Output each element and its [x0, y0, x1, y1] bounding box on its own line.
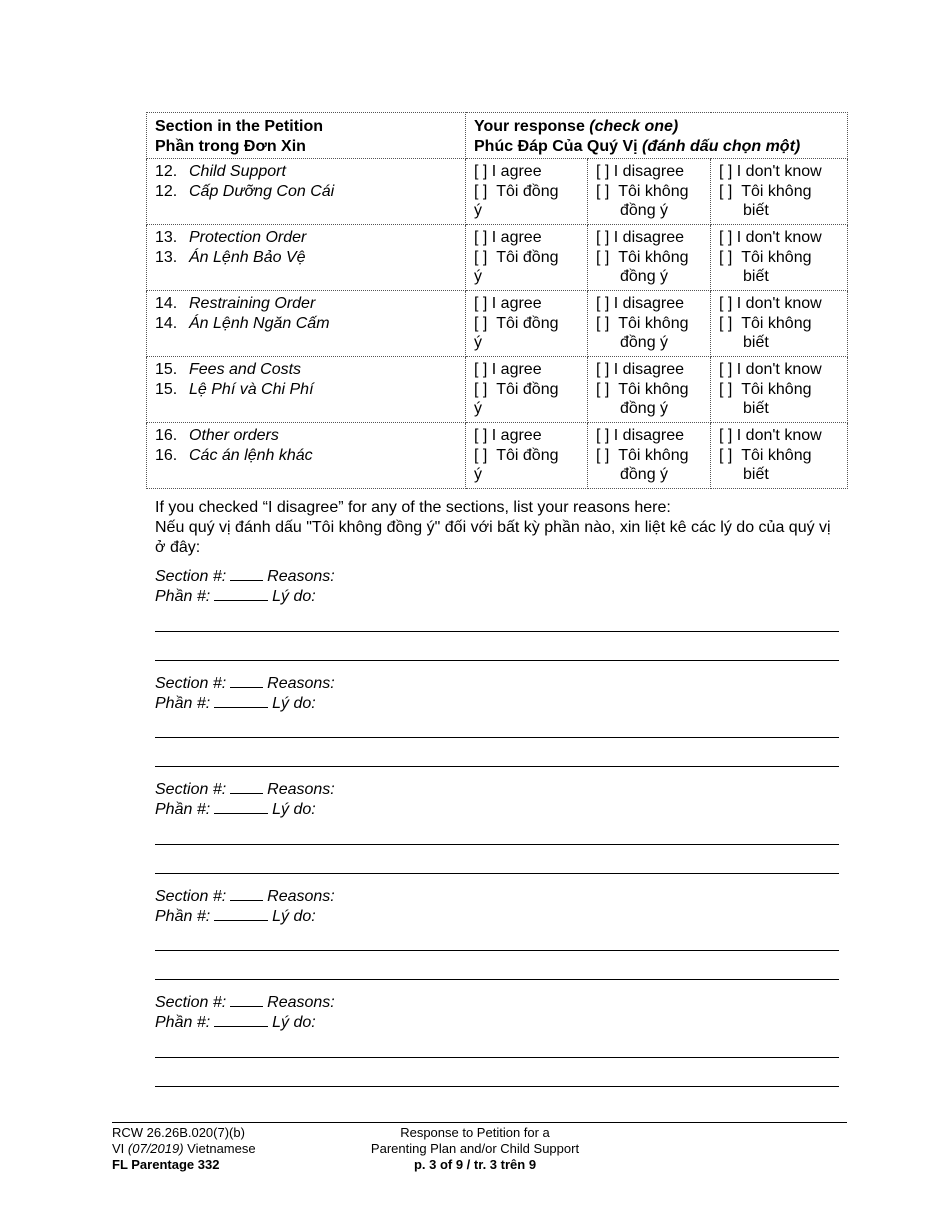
disagree-checkbox-vi[interactable]: [ ] Tôi không [596, 248, 689, 266]
dontknow-checkbox-vi[interactable]: [ ] Tôi không [719, 248, 812, 266]
phan-number-line: Phần #: Lý do: [155, 1014, 316, 1031]
reason-line[interactable] [155, 950, 839, 951]
dontknow-checkbox-vi-cont: biết [743, 334, 769, 351]
section-number-blank[interactable] [230, 779, 263, 794]
disagree-checkbox-vi[interactable]: [ ] Tôi không [596, 182, 689, 200]
table-row [147, 225, 848, 291]
section-name-vi: 13. Án Lệnh Bảo Vệ [155, 248, 306, 266]
header-response-en: Your response (check one) [474, 118, 679, 135]
section-cell [147, 291, 466, 357]
section-name-en: 12. Child Support [155, 163, 286, 180]
agree-checkbox-vi-cont: ý [474, 202, 482, 219]
footer-title-line2: Parenting Plan and/or Child Support [370, 1141, 580, 1156]
agree-checkbox-vi[interactable]: [ ] Tôi đồng [474, 446, 559, 464]
reason-line[interactable] [155, 1086, 839, 1087]
section-number-blank[interactable] [230, 566, 263, 581]
header-section-vi: Phần trong Đơn Xin [155, 137, 306, 155]
agree-checkbox-vi[interactable]: [ ] Tôi đồng [474, 248, 559, 266]
agree-cell[interactable] [466, 225, 588, 291]
dontknow-checkbox-en[interactable]: [ ] I don't know [719, 427, 822, 444]
agree-checkbox-en[interactable]: [ ] I agree [474, 295, 542, 312]
agree-checkbox-vi[interactable]: [ ] Tôi đồng [474, 182, 559, 200]
section-number-blank[interactable] [230, 886, 263, 901]
reason-line[interactable] [155, 766, 839, 767]
footer-rcw: RCW 26.26B.020(7)(b) [112, 1125, 245, 1140]
section-cell [147, 225, 466, 291]
phan-number-blank[interactable] [214, 586, 268, 601]
section-number-line: Section #: Reasons: [155, 568, 335, 585]
section-cell [147, 159, 466, 225]
agree-cell[interactable] [466, 423, 588, 489]
agree-cell[interactable] [466, 291, 588, 357]
dontknow-checkbox-vi-cont: biết [743, 466, 769, 483]
disagree-checkbox-vi[interactable]: [ ] Tôi không [596, 314, 689, 332]
agree-checkbox-vi-cont: ý [474, 268, 482, 285]
dontknow-cell[interactable] [711, 357, 848, 423]
disagree-cell[interactable] [588, 357, 711, 423]
section-name-vi: 15. Lệ Phí và Chi Phí [155, 380, 314, 398]
disagree-checkbox-vi-cont: đồng ý [620, 268, 669, 285]
dontknow-checkbox-vi-cont: biết [743, 400, 769, 417]
agree-checkbox-en[interactable]: [ ] I agree [474, 229, 542, 246]
reason-line[interactable] [155, 631, 839, 632]
phan-number-blank[interactable] [214, 799, 268, 814]
disagree-cell[interactable] [588, 225, 711, 291]
agree-checkbox-vi-cont: ý [474, 334, 482, 351]
disagree-instructions [155, 498, 845, 558]
footer-form-info [112, 1125, 256, 1173]
dontknow-cell[interactable] [711, 159, 848, 225]
footer-form-id: FL Parentage 332 [112, 1157, 220, 1172]
disagree-checkbox-vi[interactable]: [ ] Tôi không [596, 380, 689, 398]
section-name-vi: 14. Án Lệnh Ngăn Cấm [155, 314, 330, 332]
disagree-checkbox-vi-cont: đồng ý [620, 466, 669, 483]
agree-checkbox-vi[interactable]: [ ] Tôi đồng [474, 380, 559, 398]
agree-cell[interactable] [466, 159, 588, 225]
disagree-checkbox-vi-cont: đồng ý [620, 400, 669, 417]
dontknow-checkbox-en[interactable]: [ ] I don't know [719, 361, 822, 378]
dontknow-checkbox-en[interactable]: [ ] I don't know [719, 229, 822, 246]
reason-line[interactable] [155, 737, 839, 738]
section-cell [147, 357, 466, 423]
disagree-checkbox-en[interactable]: [ ] I disagree [596, 163, 685, 180]
disagree-cell[interactable] [588, 291, 711, 357]
table-row [147, 357, 848, 423]
section-number-line: Section #: Reasons: [155, 994, 335, 1011]
dontknow-checkbox-vi[interactable]: [ ] Tôi không [719, 380, 812, 398]
section-number-line: Section #: Reasons: [155, 888, 335, 905]
agree-checkbox-vi-cont: ý [474, 466, 482, 483]
table-row [147, 291, 848, 357]
section-name-vi: 16. Các án lệnh khác [155, 446, 313, 464]
header-response-cell [466, 113, 848, 159]
dontknow-checkbox-vi-cont: biết [743, 202, 769, 219]
dontknow-checkbox-vi[interactable]: [ ] Tôi không [719, 314, 812, 332]
reason-line[interactable] [155, 660, 839, 661]
agree-cell[interactable] [466, 357, 588, 423]
agree-checkbox-en[interactable]: [ ] I agree [474, 427, 542, 444]
phan-number-line: Phần #: Lý do: [155, 908, 316, 925]
footer-divider [112, 1122, 847, 1123]
section-name-en: 15. Fees and Costs [155, 361, 302, 378]
disagree-cell[interactable] [588, 159, 711, 225]
section-name-en: 14. Restraining Order [155, 295, 316, 312]
reason-block [155, 992, 839, 1092]
instructions-vi: Nếu quý vị đánh dấu "Tôi không đồng ý" đối với bất kỳ phần nào, xin liệt kê các lý do của quý vị ở đây: [155, 519, 831, 556]
phan-number-line: Phần #: Lý do: [155, 695, 316, 712]
disagree-checkbox-vi-cont: đồng ý [620, 202, 669, 219]
dontknow-checkbox-en[interactable]: [ ] I don't know [719, 295, 822, 312]
reason-block [155, 673, 839, 773]
table-header-row [147, 113, 848, 159]
instructions-en: If you checked “I disagree” for any of the sections, list your reasons here: [155, 499, 671, 516]
reason-block [155, 566, 839, 666]
dontknow-cell[interactable] [711, 225, 848, 291]
reason-line[interactable] [155, 1057, 839, 1058]
reason-block [155, 886, 839, 986]
section-number-blank[interactable] [230, 673, 263, 688]
footer-page-number: p. 3 of 9 / tr. 3 trên 9 [413, 1157, 537, 1172]
table-row [147, 159, 848, 225]
agree-checkbox-vi-cont: ý [474, 400, 482, 417]
dontknow-cell[interactable] [711, 423, 848, 489]
response-table [146, 112, 848, 489]
agree-checkbox-en[interactable]: [ ] I agree [474, 163, 542, 180]
table-row [147, 423, 848, 489]
section-cell [147, 423, 466, 489]
section-name-vi: 12. Cấp Dưỡng Con Cái [155, 182, 335, 200]
section-number-blank[interactable] [230, 992, 263, 1007]
reason-line[interactable] [155, 873, 839, 874]
footer-version: VI (07/2019) Vietnamese [112, 1141, 256, 1156]
phan-number-line: Phần #: Lý do: [155, 588, 316, 605]
disagree-checkbox-en[interactable]: [ ] I disagree [596, 427, 685, 444]
agree-checkbox-en[interactable]: [ ] I agree [474, 361, 542, 378]
dontknow-checkbox-vi-cont: biết [743, 268, 769, 285]
dontknow-cell[interactable] [711, 291, 848, 357]
footer-title-line1: Response to Petition for a [400, 1125, 550, 1140]
disagree-checkbox-en[interactable]: [ ] I disagree [596, 295, 685, 312]
header-section-en: Section in the Petition [155, 118, 324, 135]
reason-line[interactable] [155, 979, 839, 980]
disagree-checkbox-vi-cont: đồng ý [620, 334, 669, 351]
phan-number-blank[interactable] [214, 693, 268, 708]
agree-checkbox-vi[interactable]: [ ] Tôi đồng [474, 314, 559, 332]
header-response-vi: Phúc Đáp Của Quý Vị (đánh dấu chọn một) [474, 137, 801, 155]
dontknow-checkbox-en[interactable]: [ ] I don't know [719, 163, 822, 180]
disagree-checkbox-en[interactable]: [ ] I disagree [596, 361, 685, 378]
phan-number-line: Phần #: Lý do: [155, 801, 316, 818]
phan-number-blank[interactable] [214, 1012, 268, 1027]
section-name-en: 13. Protection Order [155, 229, 307, 246]
dontknow-checkbox-vi[interactable]: [ ] Tôi không [719, 446, 812, 464]
disagree-checkbox-vi[interactable]: [ ] Tôi không [596, 446, 689, 464]
reason-line[interactable] [155, 844, 839, 845]
disagree-cell[interactable] [588, 423, 711, 489]
phan-number-blank[interactable] [214, 906, 268, 921]
reason-block [155, 779, 839, 879]
section-name-en: 16. Other orders [155, 427, 279, 444]
footer-title [320, 1125, 630, 1173]
dontknow-checkbox-vi[interactable]: [ ] Tôi không [719, 182, 812, 200]
disagree-checkbox-en[interactable]: [ ] I disagree [596, 229, 685, 246]
header-section-cell [147, 113, 466, 159]
section-number-line: Section #: Reasons: [155, 781, 335, 798]
section-number-line: Section #: Reasons: [155, 675, 335, 692]
